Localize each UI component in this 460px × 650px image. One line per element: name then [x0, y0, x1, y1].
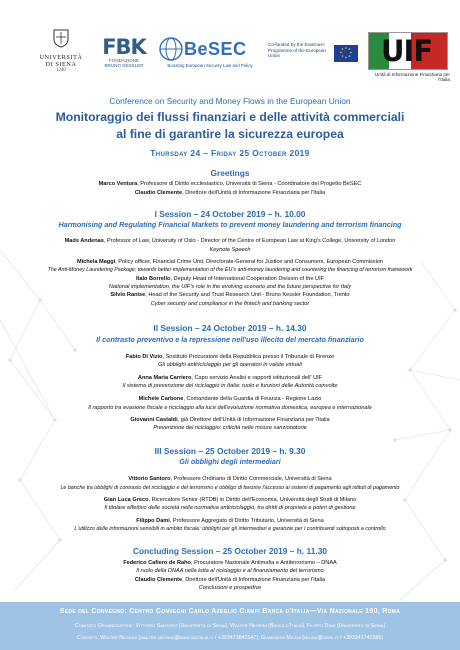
- talk-title: Il titolare effettivo delle società nella normativa antiriciclaggio, tra diritti di proprietà e poteri di gestione: [104, 505, 356, 511]
- talk-title: L'utilizzo delle informazioni sensibili in ambito fiscale: obblighi per gli intermediari e garanzie per i contribuenti sottoposti a controllo: [74, 526, 386, 532]
- eu-flag-icon: [334, 45, 358, 62]
- speaker-role: , Policy officer, Financial Crime Unit, Directorate-General for Justice and Consumers, European Commission: [115, 259, 384, 265]
- closing-heading: Concluding Session – 25 October 2019 – h. 11.30: [132, 546, 328, 556]
- unisi-logo: [36, 28, 86, 74]
- fbk-logo: [102, 36, 146, 68]
- speaker-role: , Professore di Diritto ecclesiastico, Università di Siena - Coordinatore del Progetto BeSEC: [137, 181, 362, 187]
- besec-tagline: Boosting European Security Law and Policy: [167, 63, 253, 68]
- speaker-line: [0, 276, 460, 282]
- session2-heading: II Session – 24 October 2019 – h. 14.30: [153, 323, 307, 333]
- greeting-line-2: [0, 190, 460, 196]
- speaker-role: , Direttore dell'Unità di Informazione Finanziaria per l'Italia: [182, 577, 326, 583]
- speaker-role: , Sostituto Procuratore della Repubblica presso il Tribunale di Firenze: [162, 354, 335, 360]
- speaker-name: Claudio Clemente: [134, 190, 183, 196]
- conference-name: Conference on Security and Money Flows in the European Union: [109, 96, 351, 106]
- talk-title: Il ruolo della DNAA nella lotta al riciclaggio e al finanziamento del terrorismo: [136, 568, 324, 574]
- committee-line: Comitato Organizzatore: Vittorio Santoro (Università di Siena), Walter Negrini (Banca d'Italia), Filippo Dami (Università di Siena): [74, 623, 386, 629]
- speaker-line: [0, 577, 460, 583]
- speaker-role: , Professor of Law, University of Oslo - Director of the Centre of European Law at King's College, University of London: [103, 238, 396, 244]
- speaker-name: Giovanni Castaldi: [130, 417, 178, 423]
- speaker-line: [0, 476, 460, 482]
- speaker-name: Gian Luca Greco: [103, 497, 149, 503]
- besec-logo: [156, 36, 264, 80]
- title-line2: al fine di garantire la sicurezza europea: [116, 127, 344, 141]
- logo-bar: [14, 28, 450, 86]
- speaker-role: , Procuratore Nazionale Antimafia e Antiterrorismo – DNAA: [190, 560, 337, 566]
- speaker-role: , Capo servizio Analisi e rapporti istituzionali dell' UIF: [191, 375, 323, 381]
- speaker-role: , Comandante della Guardia di Finanza - Regione Lazio: [183, 396, 322, 402]
- speaker-line: [0, 354, 460, 360]
- unisi-crest-icon: [52, 28, 70, 48]
- unisi-line3: 1240: [56, 68, 66, 73]
- talk-title: Le banche tra obblighi di contrasto del riciclaggio e del terrorismo e obbligo di favorire l'accesso ai sistemi di pagamento agli istituti di pagamento: [60, 485, 400, 491]
- uif-caption: Unità di Informazione Finanziaria per l'Italia: [374, 72, 450, 82]
- fbk-mark: FBK: [102, 35, 146, 59]
- speaker-line: [0, 497, 460, 503]
- talk-title: Gli obblighi antiriciclaggio per gli operatori in valute virtuali: [158, 362, 302, 368]
- speaker-name: Michela Maggi: [76, 259, 116, 265]
- speaker-line: [0, 417, 460, 423]
- speaker-line: [0, 560, 460, 566]
- speaker-line: [0, 238, 460, 244]
- session1-heading: I Session – 24 October 2019 – h. 10.00: [154, 209, 306, 219]
- speaker-name: Claudio Clemente: [134, 577, 183, 583]
- greeting-line-1: [0, 181, 460, 187]
- talk-title: The Anti-Money Laundering Package: towards better implementation of the EU's anti-money laundering and countering the financing of terrorism framework: [47, 267, 413, 273]
- speaker-name: Filippo Dami: [136, 518, 170, 524]
- speaker-name: Michele Carbone: [138, 396, 184, 402]
- speaker-role: , già Direttore dell'Unità di Informazione Finanziaria per l'Italia: [177, 417, 330, 423]
- besec-name: BeSEC: [184, 39, 247, 59]
- footer-bar: [0, 602, 460, 650]
- talk-title: Il sistema di prevenzione del riciclaggio in Italia: ruolo e funzioni delle Autorità coinvolte: [122, 383, 338, 389]
- page-title: [40, 109, 420, 143]
- speaker-role: , Deputy Head of International Cooperation Division of the UIF: [170, 276, 325, 282]
- event-dates: Thursday 24 – Friday 25 October 2019: [150, 148, 310, 158]
- speaker-role: , Head of the Security and Trust Research Unit - Bruno Kessler Foundation, Trento: [145, 292, 350, 298]
- speaker-line: [0, 292, 460, 298]
- talk-title: Keynote Speech: [209, 247, 251, 253]
- speaker-name: Silvio Ranise: [110, 292, 146, 298]
- session2-subtitle: Il contrasto preventivo e la repressione nell'uso illecito del mercato finanziario: [96, 335, 364, 344]
- eu-logo: [268, 42, 360, 72]
- speaker-name: Mads Andenas: [64, 238, 104, 244]
- talk-title: National implementation, the UIF's role in the evolving scenario and the future perspective for Italy: [108, 284, 352, 290]
- session3-heading: III Session – 25 October 2019 – h. 9.30: [154, 446, 306, 456]
- talk-title: Prevenzione del riciclaggio: criticità nelle misure sanzionatorie: [153, 425, 307, 431]
- contacts-line: Contatti: Walter Negrini (walter.negrini@bancaditalia.it / +393473841547); Giammaria Milani (milani@unisi.it / +393341741586): [76, 635, 384, 641]
- globe-icon: [158, 36, 184, 62]
- uif-logo: [364, 32, 450, 82]
- fbk-text: FONDAZIONE BRUNO KESSLER: [104, 58, 144, 68]
- session3-subtitle: Gli obblighi degli intermediari: [179, 457, 281, 466]
- speaker-name: Marco Ventura: [98, 181, 138, 187]
- talk-title: Il rapporto tra evasione fiscale e riciclaggio alla luce dell'evoluzione normativa domestica, europea e internazionale: [88, 405, 372, 411]
- eu-text: Co-funded by the Erasmus+ Programme of the European Union: [268, 42, 326, 59]
- speaker-line: [0, 259, 460, 265]
- speaker-name: Italo Borrello: [135, 276, 171, 282]
- speaker-role: , Professore Aggregato di Diritto Tributario, Università di Siena: [169, 518, 324, 524]
- speaker-line: [0, 396, 460, 402]
- speaker-name: Fabio Di Vizio: [125, 354, 163, 360]
- speaker-name: Federico Cafiero de Raho: [123, 560, 191, 566]
- speaker-line: [0, 375, 460, 381]
- uif-word: UIF: [381, 34, 433, 68]
- speaker-name: Vittorio Santoro: [128, 476, 171, 482]
- talk-title: Conclusioni e prospettive: [198, 585, 262, 591]
- venue-line: Sede del Convegno: Centro Convegni Carlo Azeglio Ciampi Banca d'Italia—Via Nazionale 190, Roma: [59, 608, 401, 615]
- session1-subtitle: Harmonising and Regulating Financial Markets to prevent money laundering and terrorism financing: [58, 220, 402, 229]
- unisi-line1: UNIVERSITÀ: [39, 54, 83, 61]
- unisi-line2: DI SIENA: [45, 61, 77, 68]
- talk-title: Cyber security and compliance in the fintech and banking sector: [150, 301, 310, 307]
- speaker-role: , Professore Ordinario di Diritto Commerciale, Università di Siena: [170, 476, 332, 482]
- speaker-line: [0, 518, 460, 524]
- title-line1: Monitoraggio dei flussi finanziari e delle attività commerciali: [55, 110, 405, 124]
- speaker-name: Anna Maria Carriero: [137, 375, 192, 381]
- greetings-heading: Greetings: [210, 168, 250, 178]
- speaker-role: , Direttore dell'Unità di Informazione Finanziaria per l'Italia: [182, 190, 326, 196]
- speaker-role: , Ricercatore Senior (RTDB) in Diritto dell'Economia, Università degli Studi di Milano: [148, 497, 357, 503]
